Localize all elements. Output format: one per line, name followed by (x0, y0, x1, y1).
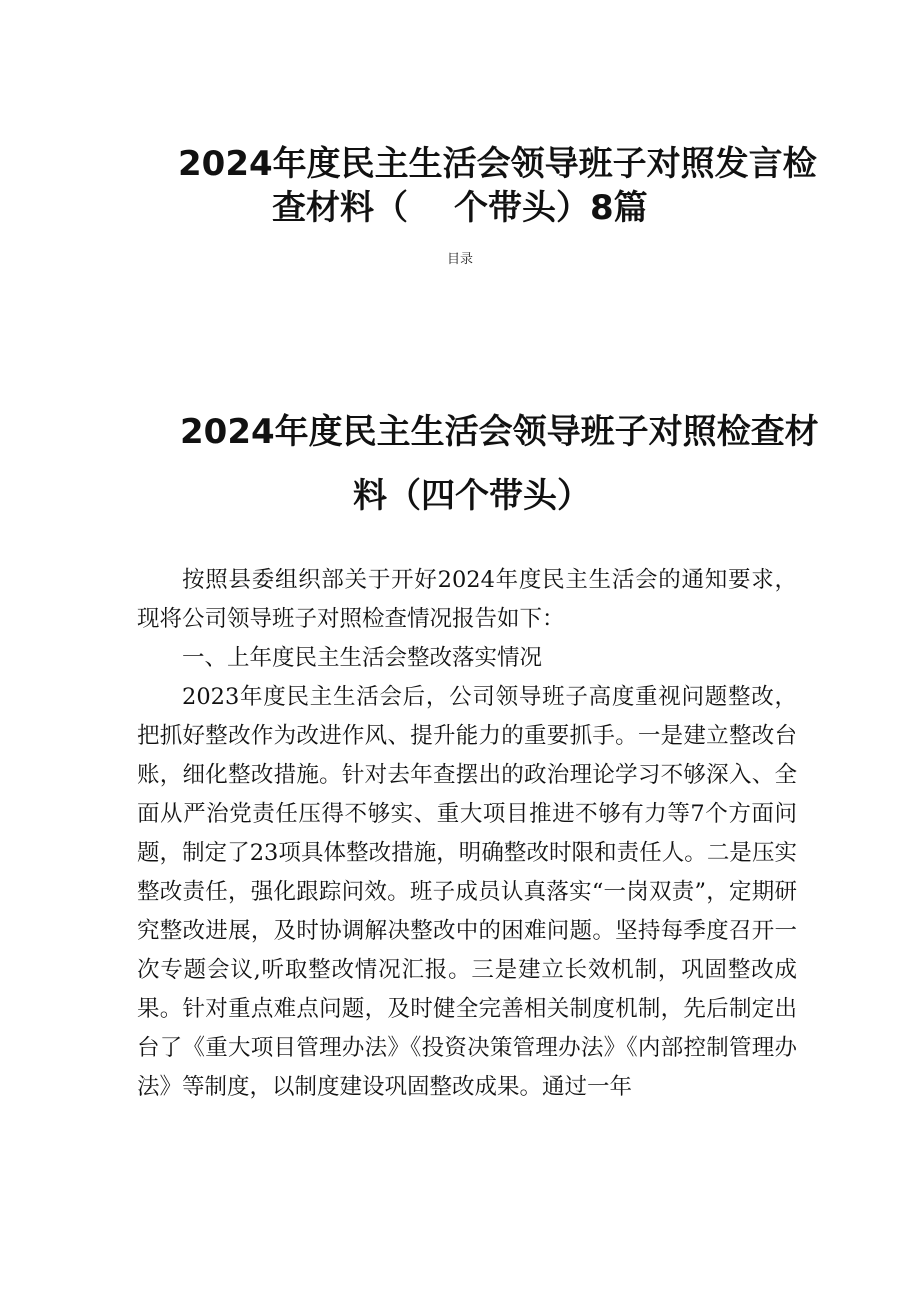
doc-title-line-2 (272, 180, 648, 229)
section-title-line-1: 2024年度民主生活会领导班子对照检查材 (180, 412, 819, 452)
body-text (137, 561, 797, 1107)
section-title-line-2: 料（四个带头） (353, 476, 591, 516)
doc-title-line-2-part-2: 个带头）8篇 (454, 188, 648, 228)
doc-title-line-1: 2024年度民主生活会领导班子对照发言检 (178, 144, 817, 184)
doc-title-line-2-part-1: 查材料（ (272, 188, 408, 228)
paragraph-heading: 一、上年度民主生活会整改落实情况 (182, 645, 543, 671)
paragraph-intro: 按照县委组织部关于开好2024年度民主生活会的通知要求，现将公司领导班子对照检查情况报告如下： (137, 567, 797, 632)
paragraph-body: 2023年度民主生活会后，公司领导班子高度重视问题整改，把抓好整改作为改进作风、提升能力的重要抓手。一是建立整改台账，细化整改措施。针对去年查摆出的政治理论学习不够深入、全面从严治党责任压得不够实、重大项目推进不够有力等7个方面问题，制定了23项具体整改措施，明确整改时限和责任人。二是压实整改责任，强化跟踪问效。班子成员认真落实“一岗双责”，定期研究整改进展，及时协调解决整改中的困难问题。坚持每季度召开一次专题会议,听取整改情况汇报。三是建立长效机制，巩固整改成果。针对重点难点问题，及时健全完善相关制度机制，先后制定出台了《重大项目管理办法》《投资决策管理办法》《内部控制管理办法》等制度，以制度建设巩固整改成果。通过一年 (137, 684, 797, 1100)
toc-label: 目录 (447, 252, 474, 267)
